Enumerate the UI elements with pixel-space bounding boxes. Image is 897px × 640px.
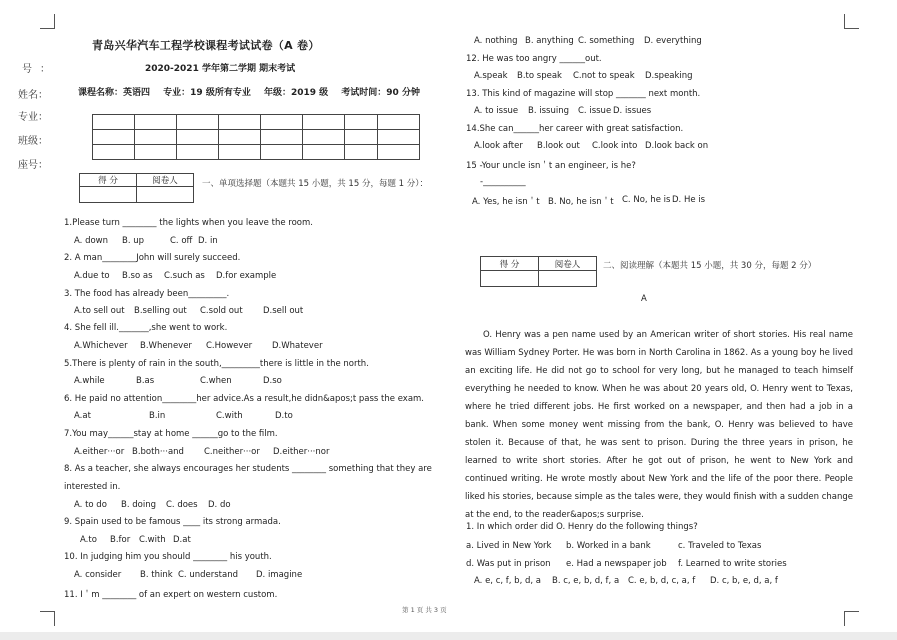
question-12: 12. He was too angry ______out. (466, 54, 602, 64)
option: D.at (173, 535, 191, 545)
question-9: 9. Spain used to be famous ____ its strong armada. (64, 517, 281, 527)
option: A. consider (74, 570, 122, 580)
option: D. imagine (256, 570, 303, 580)
question-7: 7.You may______stay at home ______go to the film. (64, 429, 278, 439)
option: B. c, e, b, d, f, a (552, 576, 620, 586)
course-time: 考试时间：90 分钟 (341, 88, 420, 98)
option: C. No, he is (622, 195, 671, 205)
option: A.to sell out (74, 306, 125, 316)
question-8-cont: interested in. (64, 482, 121, 492)
event-item: e. Had a newspaper job (566, 559, 667, 569)
score-header: 得 分 (80, 174, 137, 187)
option: D.speaking (645, 71, 693, 81)
option: B.selling out (134, 306, 187, 316)
option: B.both···and (132, 447, 184, 457)
exam-title: 青岛兴华汽车工程学校课程考试试卷（A 卷） (92, 39, 320, 52)
option: B.as (136, 376, 155, 386)
grader-header: 阅卷人 (539, 257, 597, 271)
question-1: 1.Please turn ________ the lights when you leave the room. (64, 218, 313, 228)
event-item: d. Was put in prison (466, 559, 551, 569)
event-item: f. Learned to write stories (678, 559, 787, 569)
option: A. to do (74, 500, 107, 510)
question-10: 10. In judging him you should ________ his youth. (64, 552, 272, 562)
major-label: 专业： (18, 112, 48, 123)
option: D. do (208, 500, 231, 510)
question-2: 2. A man________John will surely succeed. (64, 253, 241, 263)
course-info (78, 85, 430, 98)
question-3: 3. The food has already been_________. (64, 289, 230, 299)
reading-passage (465, 326, 853, 524)
option: C.not to speak (573, 71, 635, 81)
option: B. issuing (528, 106, 569, 116)
option: D.so (263, 376, 282, 386)
question-15: 15 -Your uncle isn＇t an engineer, is he? (466, 161, 636, 171)
question-14: 14.She can______her career with great satisfaction. (466, 124, 684, 134)
option: D. He is (672, 195, 706, 205)
event-item: a. Lived in New York (466, 541, 552, 551)
section1-title: 一、单项选择题（本题共 15 小题，共 15 分，每题 1 分）： (202, 179, 429, 189)
option: A.at (74, 411, 91, 421)
option: C. understand (178, 570, 238, 580)
student-number-label: 号 ： (22, 64, 50, 75)
crop-mark-top-right (844, 14, 859, 29)
option: D.look back on (645, 141, 709, 151)
question-4: 4. She fell ill._______,she went to work. (64, 323, 228, 333)
page-bottom-strip (0, 632, 897, 640)
course-name: 课程名称：英语四 (78, 88, 151, 98)
option: D.to (275, 411, 293, 421)
seat-label: 座号： (18, 160, 48, 171)
crop-mark-bottom-left (40, 611, 55, 626)
option: D. everything (644, 36, 702, 46)
option: C. e, b, d, c, a, f (628, 576, 696, 586)
page-footer: 第 1 页 共 3 页 (402, 606, 447, 614)
option: B.in (149, 411, 166, 421)
option: C. issue (578, 106, 612, 116)
option: A.while (74, 376, 105, 386)
option: D. in (198, 236, 218, 246)
score-header: 得 分 (481, 257, 539, 271)
option: B.for (110, 535, 131, 545)
class-label: 班级： (18, 136, 48, 147)
option: B. No, he isn＇t (548, 197, 614, 207)
option: B. up (122, 236, 145, 246)
question-11: 11. I＇m ________ of an expert on western custom. (64, 590, 278, 600)
option: A. down (74, 236, 109, 246)
course-major: 专业：19 级所有专业 (163, 88, 251, 98)
question-15-answer-blank: -__________ (480, 177, 526, 187)
option: D.Whatever (272, 341, 323, 351)
option: D. issues (613, 106, 652, 116)
option: B.to speak (517, 71, 562, 81)
score-table (92, 114, 420, 160)
question-13: 13. This kind of magazine will stop _______ next month. (466, 89, 701, 99)
option: A. nothing (474, 36, 518, 46)
option: C. something (578, 36, 635, 46)
option: C.with (216, 411, 243, 421)
option: A.Whichever (74, 341, 128, 351)
option: A.speak (474, 71, 508, 81)
option: C.look into (592, 141, 638, 151)
question-6: 6. He paid no attention________her advice.As a result,he didn&apos;t pass the exam. (64, 394, 425, 404)
option: B.so as (122, 271, 153, 281)
option: C. does (166, 500, 198, 510)
crop-mark-bottom-right (844, 611, 859, 626)
name-label: 姓名： (18, 90, 48, 101)
option: C.sold out (200, 306, 243, 316)
section2-title: 二、阅读理解（本题共 15 小题，共 30 分，每题 2 分） (603, 261, 817, 271)
passage-text: O. Henry was a pen name used by an American writer of short stories. His real name was William Sydney Porter. He was born in North Carolina in 1862. As a young boy he lived an exciting life. He did not go to school for very long, but he managed to teach himself everything he needed to know. When he was about 20 years old, O. Henry went to Texas, where he tried different jobs. He first worked on a newspaper, and then had a job in a bank. When some money went missing from the bank, O. Henry was believed to have stolen it. Because of that, he was sent to prison. During the three years in prison, he learned to write short stories. After he got out of prison, he went to New York and continued writing. He wrote mostly about New York and the life of the poor there. People liked his stories, because simple as the tales were, they would finish with a sudden change at the end, to the reader&apos;s surprise. (465, 330, 853, 520)
option: C.with (139, 535, 166, 545)
option: A. Yes, he isn＇t (472, 197, 540, 207)
crop-mark-top-left (40, 14, 55, 29)
option: C.such as (164, 271, 205, 281)
option: D.sell out (263, 306, 304, 316)
option: B. anything (525, 36, 574, 46)
option: B.Whenever (140, 341, 192, 351)
option: A.due to (74, 271, 110, 281)
event-item: c. Traveled to Texas (678, 541, 762, 551)
option: A.look after (474, 141, 523, 151)
exam-subtitle: 2020-2021 学年第二学期 期末考试 (145, 64, 296, 74)
option: D.either···nor (273, 447, 330, 457)
course-grade: 年级：2019 级 (263, 88, 329, 98)
option: A. e, c, f, b, d, a (474, 576, 541, 586)
option: C.neither···or (204, 447, 260, 457)
option: D.for example (216, 271, 277, 281)
grader-box-section2 (480, 256, 597, 287)
option: B.look out (537, 141, 580, 151)
option: A.to (80, 535, 97, 545)
option: B. doing (121, 500, 156, 510)
grader-header: 阅卷人 (137, 174, 194, 187)
option: D. c, b, e, d, a, f (710, 576, 778, 586)
grader-box-section1 (79, 173, 194, 203)
event-item: b. Worked in a bank (566, 541, 651, 551)
option: C.However (206, 341, 253, 351)
option: B. think (140, 570, 173, 580)
option: A. to issue (474, 106, 519, 116)
question-8: 8. As a teacher, she always encourages her students ________ something that they are (64, 464, 432, 474)
passage-label: A (641, 294, 647, 304)
option: C.when (200, 376, 232, 386)
option: C. off (170, 236, 193, 246)
question-5: 5.There is plenty of rain in the south,_________there is little in the north. (64, 359, 369, 369)
option: A.either···or (74, 447, 125, 457)
reading-question-1: 1. In which order did O. Henry do the following things? (466, 522, 698, 532)
